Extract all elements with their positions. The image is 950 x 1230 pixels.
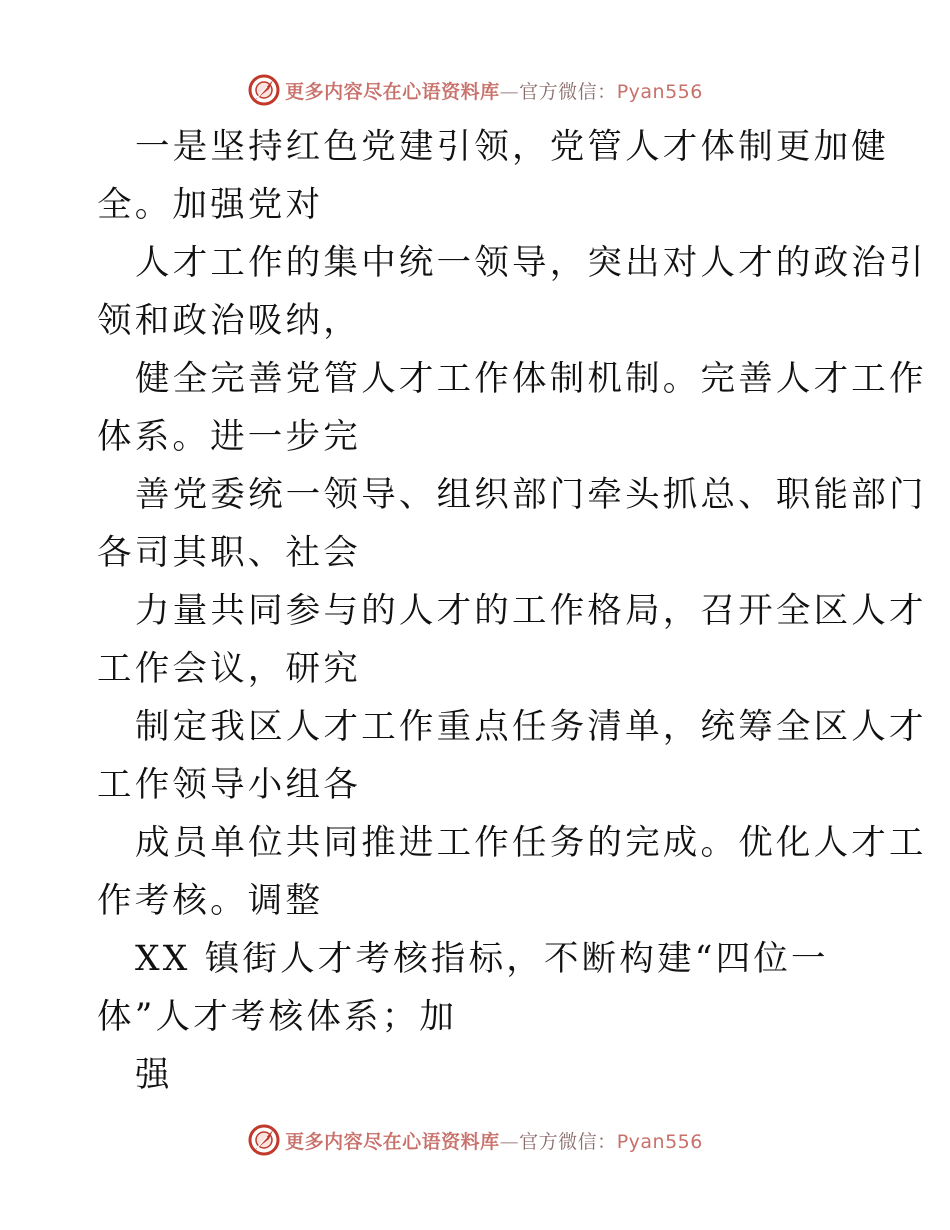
text-line: 健全完善党管人才工作体制机制。完善人才工作 [135, 359, 927, 399]
watermark-text [285, 77, 703, 104]
watermark-main: 更多内容尽在心语资料库 [285, 80, 500, 103]
text-line: 作考核。调整 [97, 881, 324, 921]
text-line: 体系。进一步完 [97, 417, 361, 457]
watermark-label: 官方微信： [519, 80, 617, 103]
text-line: 一是坚持红色党建引领，党管人才体制更加健 [135, 127, 889, 167]
text-line: 体”人才考核体系；加 [97, 997, 458, 1037]
text-line: 力量共同参与的人才的工作格局，召开全区人才 [135, 591, 927, 631]
text-line: 工作领导小组各 [97, 765, 361, 805]
text-line: XX 镇街人才考核指标，不断构建“四位一 [135, 939, 829, 979]
text-line: 制定我区人才工作重点任务清单，统筹全区人才 [135, 707, 927, 747]
text-line: 成员单位共同推进工作任务的完成。优化人才工 [135, 823, 927, 863]
watermark-separator: — [499, 80, 520, 103]
text-line: 领和政治吸纳， [97, 301, 361, 341]
text-line: 全。加强党对 [97, 185, 324, 225]
watermark-label: 官方微信： [519, 1130, 617, 1153]
document-body [97, 118, 927, 1104]
watermark-id: Pyan556 [616, 1130, 703, 1153]
quill-logo-icon [247, 1123, 281, 1157]
text-line: 人才工作的集中统一领导，突出对人才的政治引 [135, 243, 927, 283]
footer-watermark [0, 1120, 950, 1160]
text-line: 善党委统一领导、组织部门牵头抓总、职能部门 [135, 475, 927, 515]
watermark-separator: — [499, 1130, 520, 1153]
text-line: 各司其职、社会 [97, 533, 361, 573]
header-watermark [0, 70, 950, 110]
watermark-text [285, 1127, 703, 1154]
watermark-id: Pyan556 [616, 80, 703, 103]
text-line: 工作会议，研究 [97, 649, 361, 689]
text-line: 强 [135, 1055, 173, 1095]
quill-logo-icon [247, 73, 281, 107]
watermark-main: 更多内容尽在心语资料库 [285, 1130, 500, 1153]
